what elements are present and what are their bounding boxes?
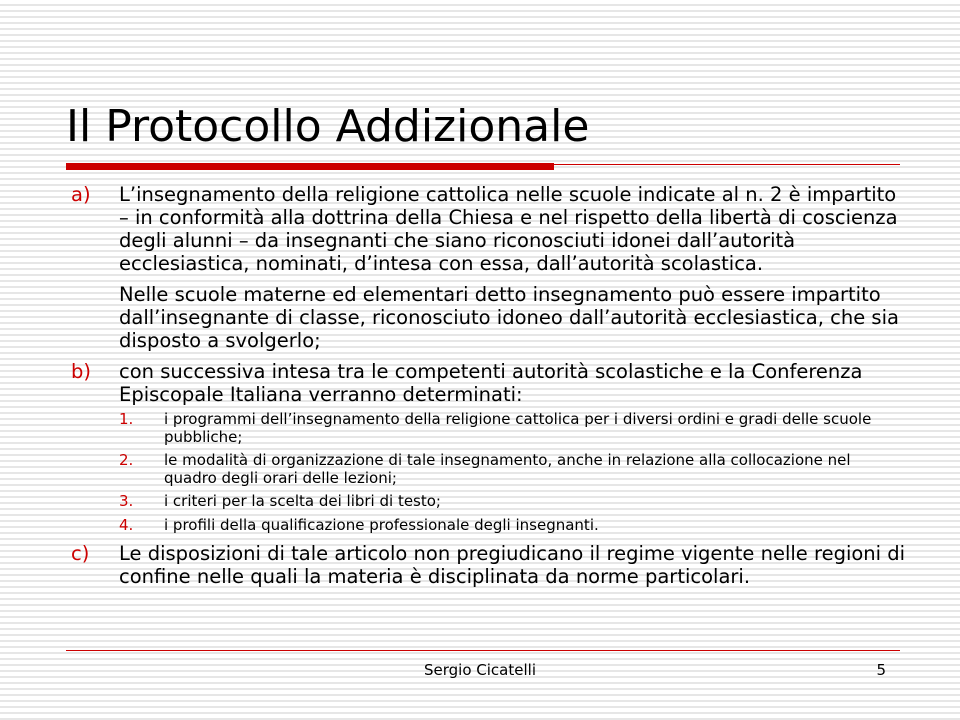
list-paragraph: con successiva intesa tra le competenti autorità scolastiche e la Conferenza Episcopale Italiana verranno determinati: [119, 360, 863, 406]
sub-list-item [119, 411, 906, 446]
list-marker: a) [71, 183, 91, 206]
sub-list-marker: 3. [119, 492, 134, 510]
sub-list-text: i profili della qualificazione professionale degli insegnanti. [164, 515, 599, 534]
list-item-a [66, 183, 906, 352]
list-marker: c) [71, 542, 90, 565]
sub-list-text: i criteri per la scelta dei libri di testo; [164, 492, 441, 510]
slide-content [66, 183, 906, 588]
footer-author: Sergio Cicatelli [424, 661, 536, 679]
sub-list [119, 411, 906, 534]
sub-list-item [119, 452, 906, 487]
sub-list-marker: 1. [119, 410, 134, 428]
sub-list-marker: 2. [119, 451, 134, 469]
sub-list-text: i programmi dell’insegnamento della religione cattolica per i diversi ordini e gradi delle scuole pubbliche; [164, 410, 872, 446]
list-item-b [66, 360, 906, 534]
footer-divider [66, 650, 900, 651]
page-number: 5 [876, 661, 886, 679]
title-underline-bar [66, 163, 554, 170]
list-paragraph: Nelle scuole materne ed elementari detto insegnamento può essere impartito dall’insegnante di classe, riconosciuto idoneo dall’autorità ecclesiastica, che sia disposto a svolgerlo; [119, 283, 899, 352]
list-marker: b) [71, 360, 91, 383]
sub-list-text: le modalità di organizzazione di tale insegnamento, anche in relazione alla collocazione nel quadro degli orari delle lezioni; [164, 451, 851, 487]
list-item-c [66, 542, 906, 588]
list-paragraph: L’insegnamento della religione cattolica nelle scuole indicate al n. 2 è impartito – in conformità alla dottrina della Chiesa e nel rispetto della libertà di coscienza degli alunni – da insegnanti che siano riconosciuti idonei dall’autorità ecclesiastica, nominati, d’intesa con essa, dall’autorità scolastica. [119, 183, 898, 275]
list-paragraph: Le disposizioni di tale articolo non pregiudicano il regime vigente nelle regioni di confine nelle quali la materia è disciplinata da norme particolari. [119, 542, 906, 588]
sub-list-item [119, 493, 906, 511]
title-underline-line [554, 164, 900, 165]
sub-list-marker: 4. [119, 515, 134, 534]
sub-list-item [119, 517, 906, 535]
slide-title: Il Protocollo Addizionale [66, 101, 590, 152]
